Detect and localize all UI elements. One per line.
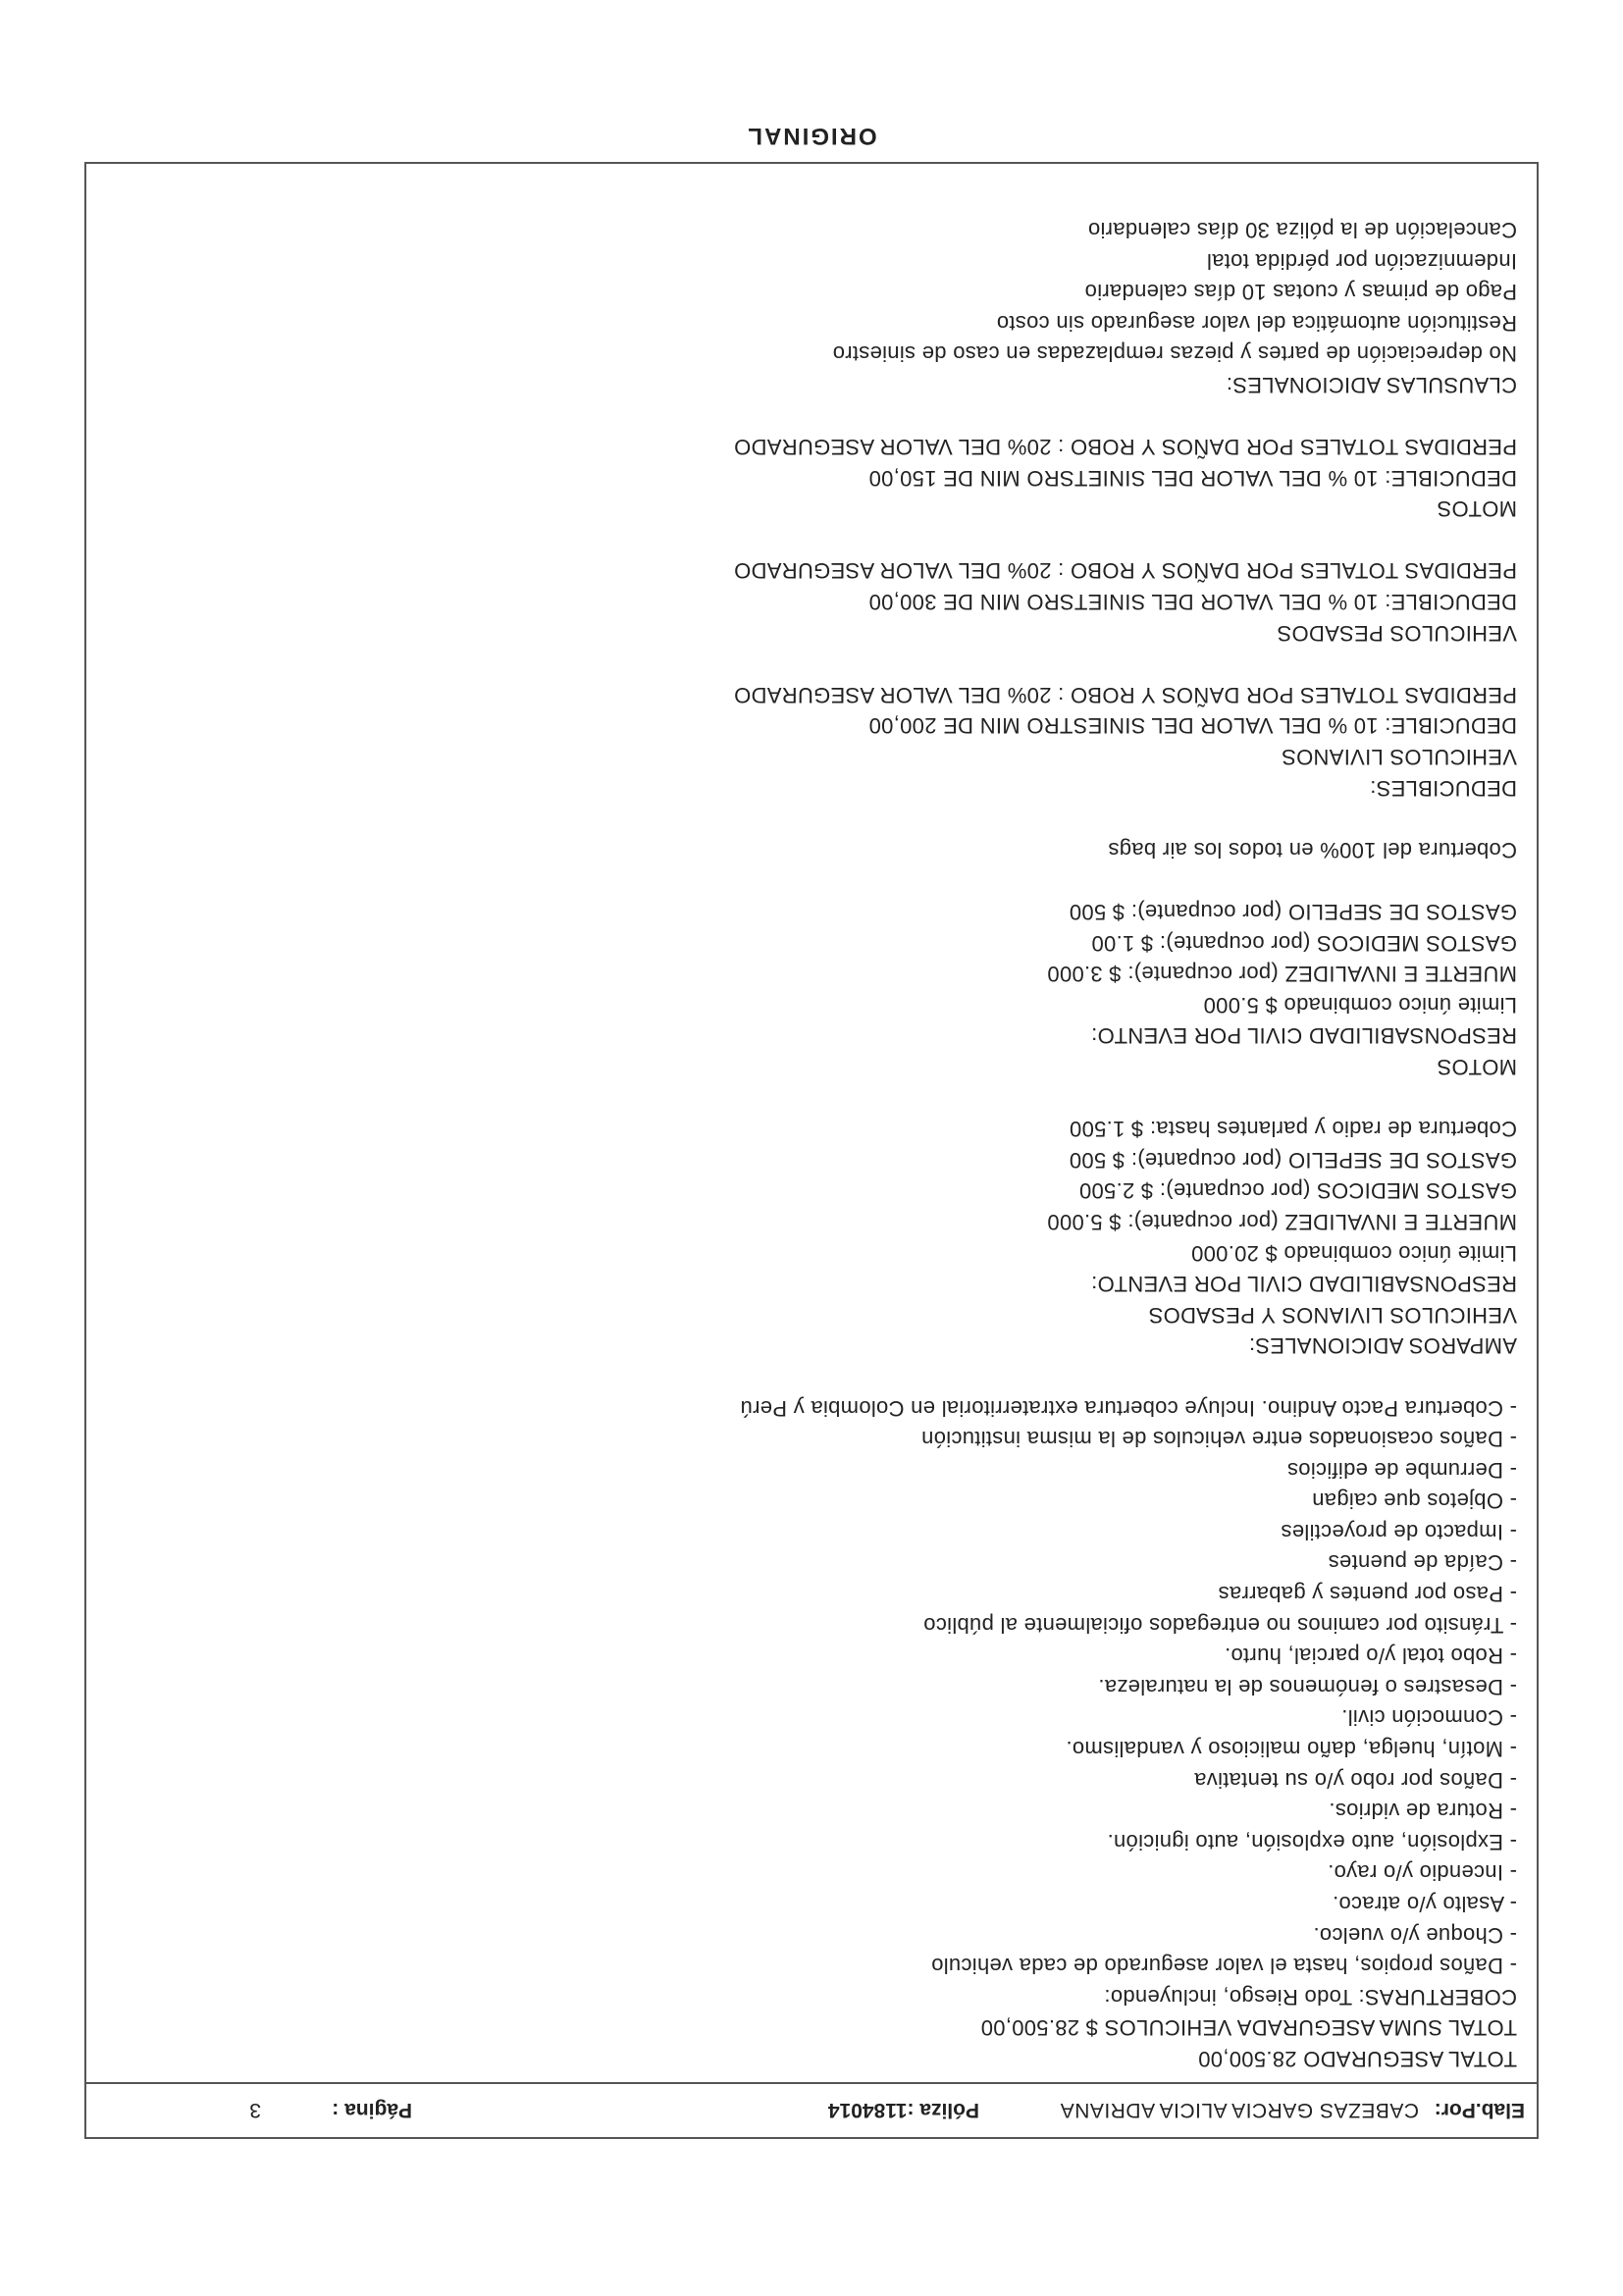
- cobertura-item: - Objetos que caigan: [1311, 1488, 1517, 1514]
- deducible-line: DEDUCIBLE: 10 % DEL VALOR DEL SINIETSRO MIN DE 150,00: [868, 465, 1517, 491]
- deducible-line: MOTOS: [1437, 496, 1517, 522]
- clausula-item: No depreciación de partes y piezas remplazadas en caso de siniestro: [832, 341, 1517, 367]
- amparo-line: GASTOS DE SEPELIO (por ocupante): $ 500: [1069, 1147, 1517, 1173]
- cobertura-item: - Daños por robo y/o su tentativa: [1193, 1767, 1517, 1793]
- amparo-line: Limite único combinado $ 5.000: [1203, 992, 1517, 1018]
- elab-label: Elab.Por:: [1434, 2099, 1525, 2121]
- amparo-line: RESPONSABILIDAD CIVIL POR EVENTO:: [1090, 1272, 1517, 1297]
- air-bags-cobertura: Cobertura del 100% en todos los air bags: [1108, 837, 1517, 862]
- coberturas-title: COBERTURAS: Todo Riesgo, incluyendo:: [1104, 1984, 1517, 2009]
- deducibles-motos: [104, 432, 1517, 525]
- clausulas-title: CLAUSULAS ADICIONALES:: [1226, 372, 1517, 397]
- amparo-line: GASTOS MEDICOS (por ocupante): $ 2.500: [1078, 1178, 1517, 1204]
- cobertura-item: - Paso por puentes y gabarras: [1218, 1582, 1517, 1607]
- document-body: [104, 214, 1517, 2074]
- cobertura-item: - Incendio y/o rayo.: [1327, 1860, 1517, 1886]
- cobertura-item: - Daños ocasionados entre vehiculos de la misma institución: [920, 1427, 1517, 1452]
- original-stamp: ORIGINAL: [746, 123, 877, 149]
- amparos-title: AMPAROS ADICIONALES:: [1248, 1333, 1517, 1359]
- cobertura-item: - Tránsito por caminos no entregados oficialmente al público: [923, 1612, 1517, 1638]
- amparo-line: MUERTE E INVALIDEZ (por ocupante): $ 5.000: [1047, 1209, 1517, 1234]
- deducible-line: DEDUCIBLE: 10 % DEL VALOR DEL SINIETSRO MIN DE 300,00: [868, 590, 1517, 615]
- cobertura-item: - Explosión, auto explosión, auto ignición.: [1107, 1829, 1517, 1854]
- cobertura-item: - Daños propios, hasta el valor asegurado de cada vehiculo: [930, 1954, 1517, 1979]
- amparo-line: GASTOS DE SEPELIO (por ocupante): $ 500: [1069, 900, 1517, 925]
- elab-name: CABEZAS GARCIA ALICIA ADRIANA: [1060, 2099, 1419, 2121]
- deducible-line: PERDIDAS TOTALES POR DAÑOS Y ROBO : 20% DEL VALOR ASEGURADO: [733, 558, 1517, 584]
- amparo-line: Limite único combinado $ 20.000: [1190, 1240, 1517, 1266]
- pagina-number: 3: [249, 2099, 261, 2121]
- cobertura-item: - Conmoción civil.: [1340, 1705, 1517, 1731]
- amparos-livianos-pesados: [104, 1114, 1517, 1331]
- amparo-line: MOTOS: [1437, 1055, 1517, 1079]
- clausula-item: Indemnización por pérdida total: [1206, 248, 1517, 274]
- amparo-line: MUERTE E INVALIDEZ (por ocupante): $ 3.000: [1047, 962, 1517, 987]
- document-frame: [84, 162, 1539, 2139]
- cobertura-item: - Cobertura Pacto Andino. Incluye cobertura extraterritorial en Colombia y Perú: [740, 1395, 1517, 1421]
- deducibles-livianos: [104, 679, 1517, 772]
- deducible-line: PERDIDAS TOTALES POR DAÑOS Y ROBO : 20% DEL VALOR ASEGURADO: [733, 682, 1517, 707]
- cobertura-item: - Caída de puentes: [1328, 1550, 1517, 1576]
- deducible-line: DEDUCIBLE: 10 % DEL VALOR DEL SINIESTRO MIN DE 200,00: [868, 713, 1517, 739]
- amparos-motos: [104, 896, 1517, 1082]
- document-header: [86, 2082, 1537, 2137]
- poliza-number: Póliza :1184014: [827, 2099, 979, 2121]
- coberturas-list: [104, 1392, 1517, 1981]
- amparo-line: Cobertura de radio y parlantes hasta: $ 1.500: [1069, 1117, 1517, 1142]
- deducible-line: VEHICULOS PESADOS: [1277, 620, 1517, 646]
- cobertura-item: - Choque y/o vuelco.: [1313, 1922, 1517, 1948]
- cobertura-item: - Robo total y/o parcial, hurto.: [1224, 1644, 1517, 1669]
- cobertura-item: - Motín, huelga, daño malicioso y vandalismo.: [1066, 1737, 1517, 1762]
- deducible-line: PERDIDAS TOTALES POR DAÑOS Y ROBO : 20% DEL VALOR ASEGURADO: [733, 435, 1517, 460]
- cobertura-item: - Desastres o fenómenos de la naturaleza.: [1098, 1674, 1517, 1699]
- total-suma-asegurada: TOTAL SUMA ASEGURADA VEHICULOS $ 28.500,00: [980, 2015, 1517, 2041]
- deducibles-title: DEDUCIBLES:: [1369, 775, 1517, 801]
- amparo-line: GASTOS MEDICOS (por ocupante): $ 1.00: [1091, 930, 1517, 956]
- clausula-item: Cancelación de la póliza 30 días calendario: [1087, 217, 1517, 242]
- deducible-line: VEHICULOS LIVIANOS: [1281, 745, 1517, 770]
- cobertura-item: - Derrumbe de edificios: [1286, 1457, 1517, 1483]
- total-asegurado: TOTAL ASEGURADO 28.500,00: [1197, 2047, 1517, 2071]
- cobertura-item: - Asalto y/o atraco.: [1332, 1892, 1517, 1917]
- clausula-item: Pago de primas y cuotas 10 días calendario: [1084, 280, 1517, 305]
- deducibles-pesados: [104, 555, 1517, 649]
- cobertura-item: - Impacto de proyectiles: [1281, 1519, 1517, 1544]
- cobertura-item: - Rotura de vidrios.: [1329, 1799, 1517, 1824]
- clausula-item: Restitución automática del valor asegurado sin costo: [996, 310, 1517, 336]
- clausulas-list: [104, 214, 1517, 369]
- amparo-line: RESPONSABILIDAD CIVIL POR EVENTO:: [1090, 1023, 1517, 1049]
- pagina-label: Página :: [332, 2099, 412, 2121]
- amparo-line: VEHICULOS LIVIANOS Y PESADOS: [1148, 1302, 1517, 1328]
